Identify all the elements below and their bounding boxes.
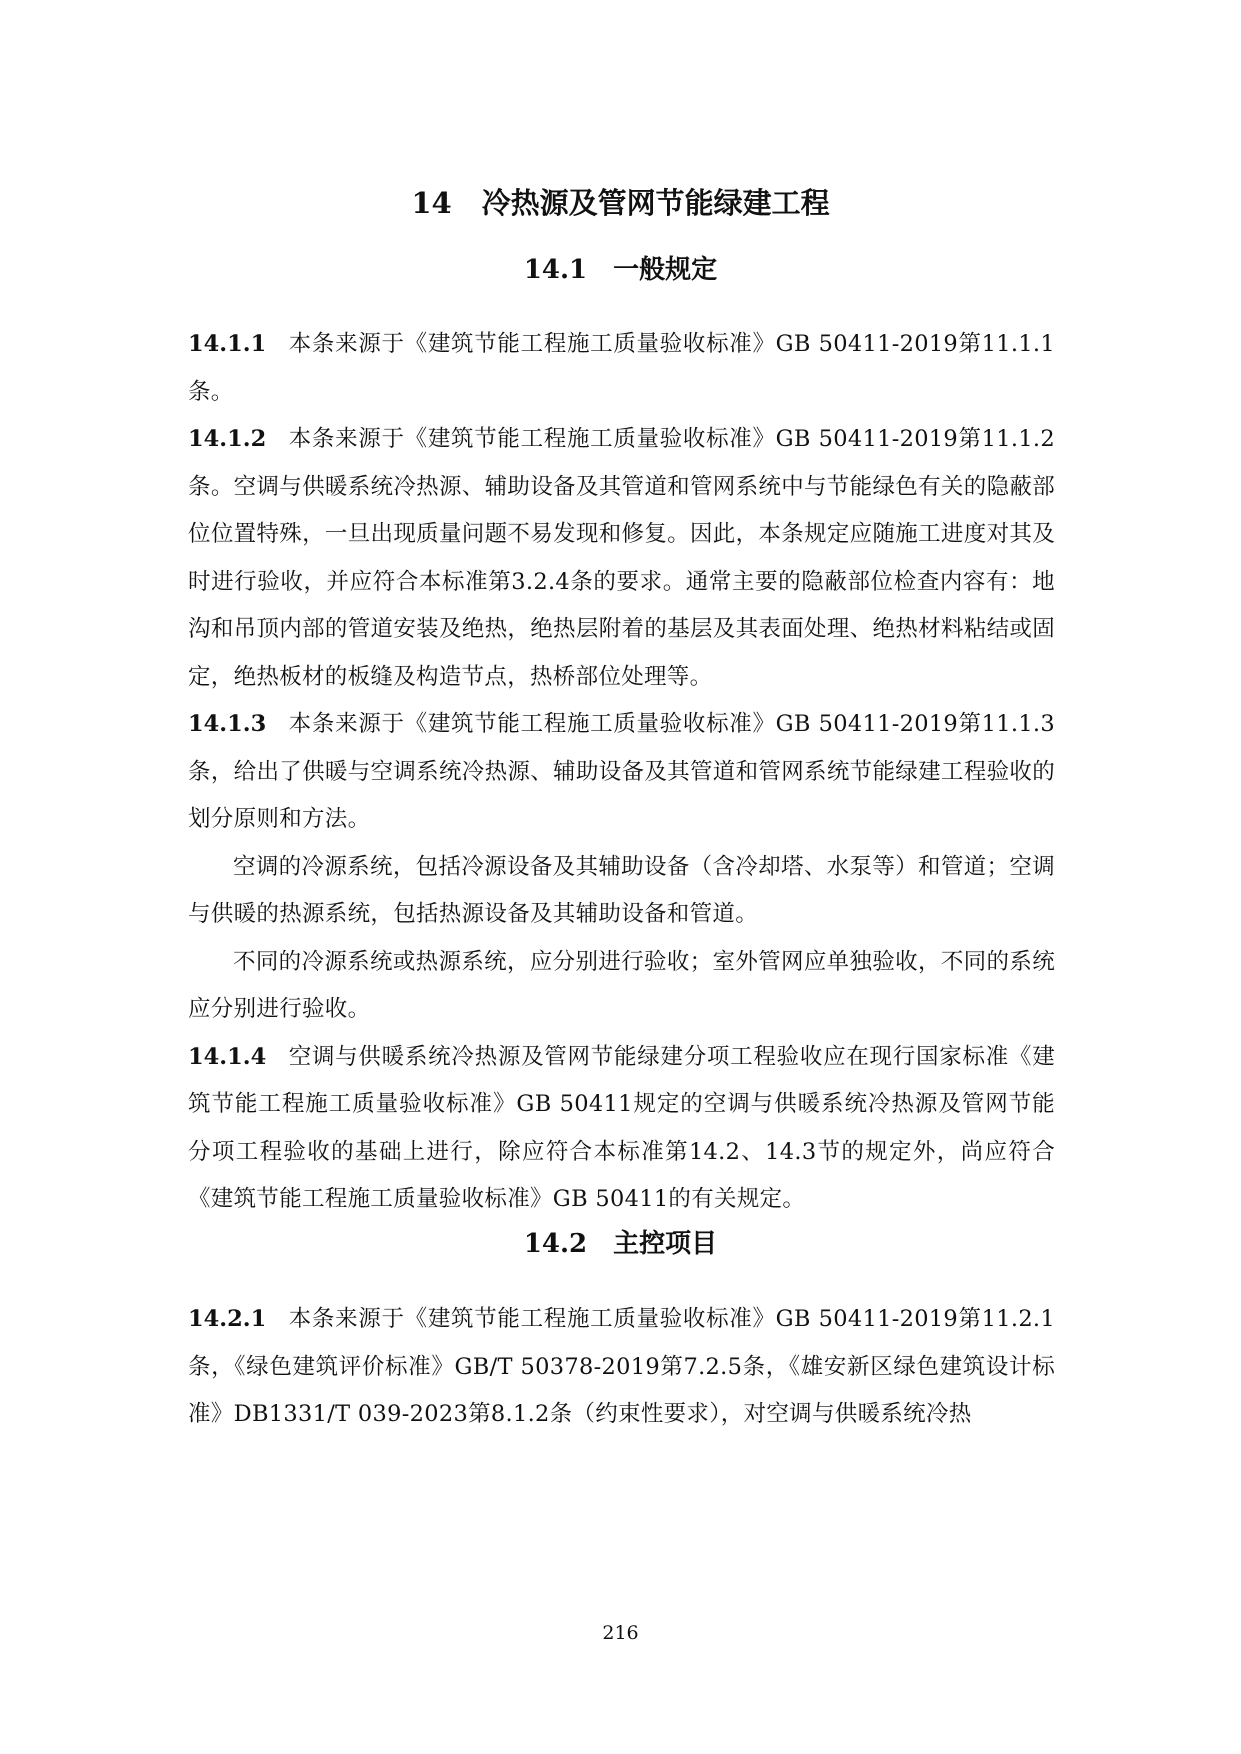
clause-text: 空调与供暖系统冷热源及管网节能绿建分项工程验收应在现行国家标准《建筑节能工程施工质量验收标准》GB 50411规定的空调与供暖系统冷热源及管网节能分项工程验收的基础上进行，除应符合本标准第14.2、14.3节的规定外，尚应符合《建筑节能工程施工质量验收标准》GB 50411的有关规定。: [188, 1043, 1055, 1212]
section-number: 14.1: [523, 255, 588, 285]
clause-14-2-1: [188, 1296, 1055, 1439]
clause-number: 14.2.1: [188, 1306, 267, 1332]
clause-number: 14.1.4: [188, 1043, 267, 1070]
clause-14-1-3: [188, 701, 1055, 844]
clause-number: 14.1.2: [188, 426, 267, 452]
section-title-14-1: [0, 252, 1241, 288]
paragraph-cold-heat-source: 空调的冷源系统，包括冷源设备及其辅助设备（含冷却塔、水泵等）和管道；空调与供暖的热源系统，包括热源设备及其辅助设备和管道。: [188, 853, 1055, 927]
clause-14-1-4: [188, 1034, 1055, 1224]
clause-14-1-2: [188, 416, 1055, 701]
section-14-1-body: [188, 321, 1055, 1224]
chapter-title-text: 冷热源及管网节能绿建工程: [481, 186, 830, 220]
clause-text: 本条来源于《建筑节能工程施工质量验收标准》GB 50411-2019第11.1.1条。: [188, 331, 1055, 405]
paragraph-separate-acceptance: 不同的冷源系统或热源系统，应分别进行验收；室外管网应单独验收，不同的系统应分别进行验收。: [188, 948, 1055, 1022]
section-title-text: 主控项目: [613, 1229, 718, 1259]
section-title-14-2: [0, 1226, 1241, 1262]
clause-text: 本条来源于《建筑节能工程施工质量验收标准》GB 50411-2019第11.1.3条，给出了供暖与空调系统冷热源、辅助设备及其管道和管网系统节能绿建工程验收的划分原则和方法。: [188, 711, 1055, 832]
chapter-title: [0, 183, 1241, 223]
section-14-2-body: [188, 1296, 1055, 1439]
clause-14-1-1: [188, 321, 1055, 416]
chapter-number: 14: [411, 186, 452, 220]
clause-number: 14.1.3: [188, 711, 267, 737]
clause-number: 14.1.1: [188, 331, 267, 357]
clause-text: 本条来源于《建筑节能工程施工质量验收标准》GB 50411-2019第11.1.2条。空调与供暖系统冷热源、辅助设备及其管道和管网系统中与节能绿色有关的隐蔽部位位置特殊，一旦出现质量问题不易发现和修复。因此，本条规定应随施工进度对其及时进行验收，并应符合本标准第3.2.4条的要求。通常主要的隐蔽部位检查内容有：地沟和吊顶内部的管道安装及绝热，绝热层附着的基层及其表面处理、绝热材料粘结或固定，绝热板材的板缝及构造节点，热桥部位处理等。: [188, 426, 1055, 690]
page-number: 216: [602, 1622, 639, 1644]
clause-text: 本条来源于《建筑节能工程施工质量验收标准》GB 50411-2019第11.2.1条，《绿色建筑评价标准》GB/T 50378-2019第7.2.5条，《雄安新区绿色建筑设计标准》DB1331/T 039-2023第8.1.2条（约束性要求），对空调与供暖系统冷热: [188, 1306, 1055, 1427]
section-title-text: 一般规定: [613, 255, 718, 285]
section-number: 14.2: [523, 1229, 588, 1259]
